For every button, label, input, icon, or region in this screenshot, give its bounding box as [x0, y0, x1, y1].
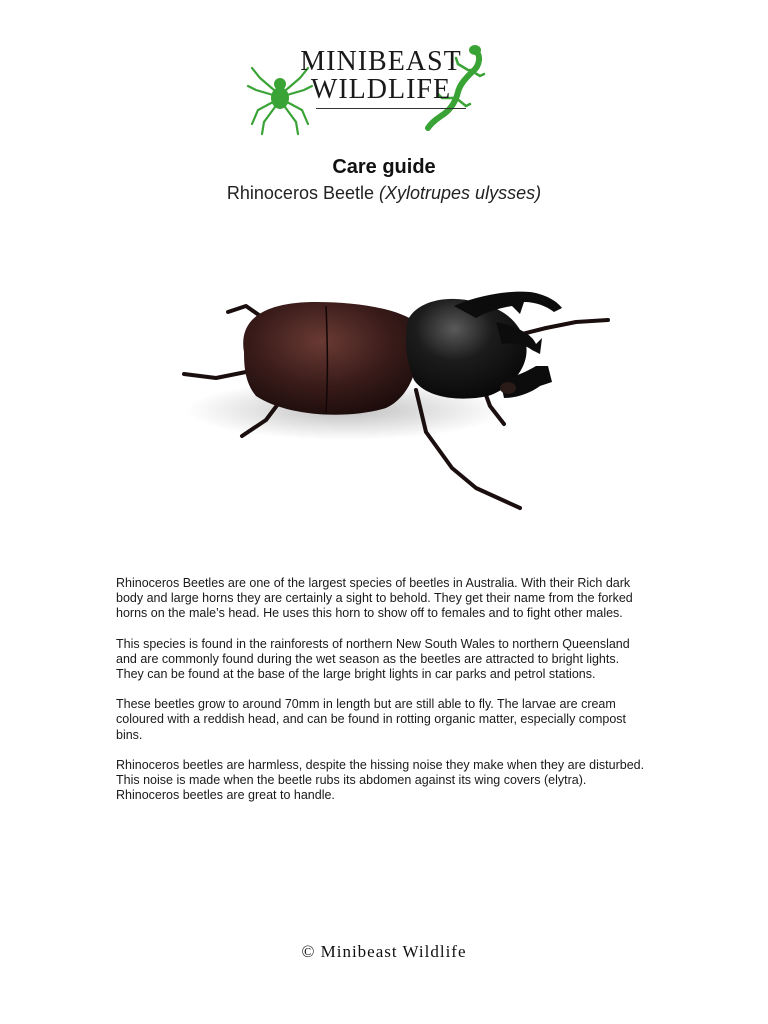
copyright-footer: © Minibeast Wildlife — [301, 942, 467, 961]
beetle-illustration — [116, 210, 642, 540]
paragraph-size: These beetles grow to around 70mm in length but are still able to fly. The larvae are cream coloured with a reddish head, and can be found in rotting organic matter, especially compost bins. — [116, 697, 627, 742]
rhinoceros-beetle-photo — [116, 210, 642, 540]
page-subtitle — [0, 183, 768, 204]
care-guide-body — [116, 576, 646, 818]
paragraph-handling: Rhinoceros beetles are harmless, despite the hissing noise they make when they are disturbed. This noise is made when the beetle rubs its abdomen against its wing covers (elytra). Rhinoceros beetles are great to handle. — [116, 757, 645, 803]
scientific-name: (Xylotrupes ulysses) — [379, 183, 542, 203]
logo-line1: MINIBEAST — [300, 46, 462, 77]
paragraph-habitat: This species is found in the rainforests of northern New South Wales to northern Queensland and are commonly found during the wet season as the beetles are attracted to bright lights. They can be found at the base of the large bright lights in car parks and petrol stations. — [116, 636, 630, 682]
minibeast-wildlife-logo — [246, 28, 486, 136]
page-title: Care guide — [332, 156, 436, 178]
paragraph-intro: Rhinoceros Beetles are one of the largest species of beetles in Australia. With their Rich dark body and large horns they are certainly a sight to behold. They get their name from the forked horns on the male’s head. He uses this horn to show off to females and to fight other males. — [116, 576, 633, 621]
common-name: Rhinoceros Beetle — [226, 183, 374, 203]
logo-underline — [316, 108, 466, 109]
logo-line2: WILDLIFE — [310, 74, 452, 105]
